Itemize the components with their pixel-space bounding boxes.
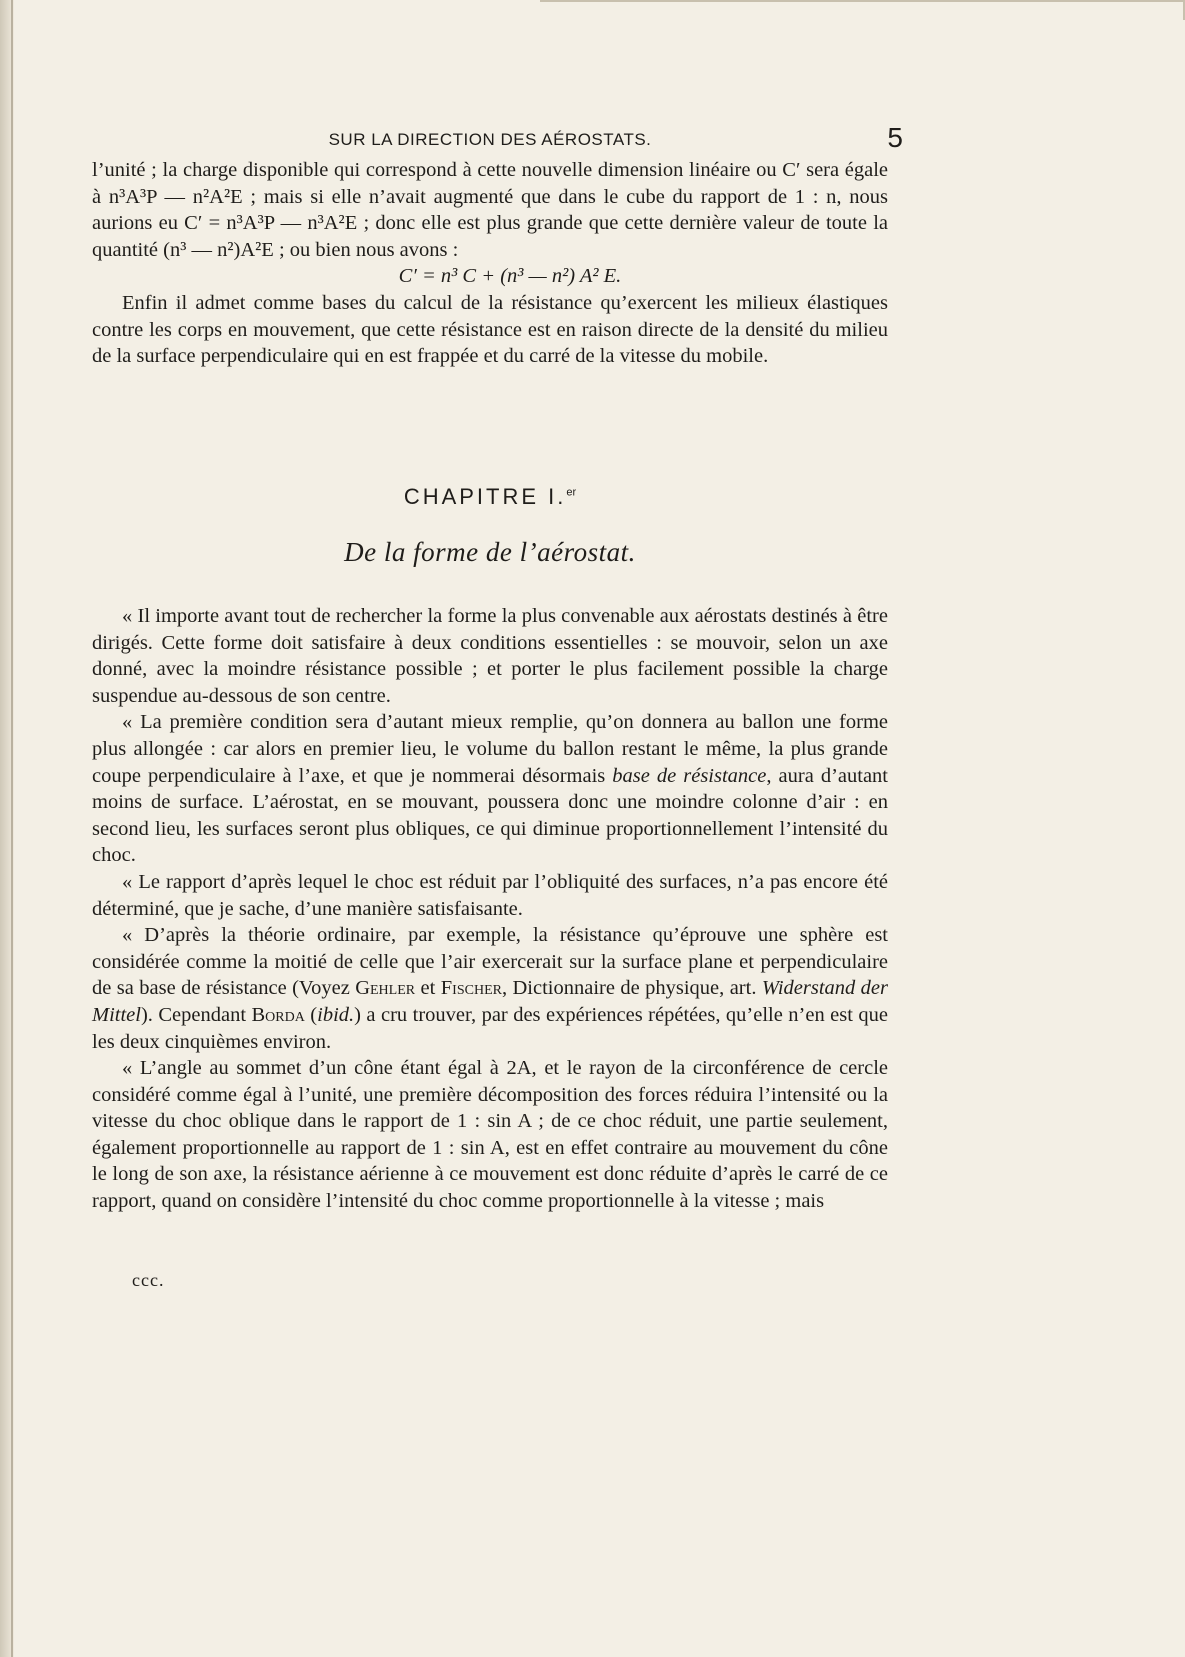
body-paragraph-5: « L’angle au sommet d’un cône étant égal à 2A, et le rayon de la circonférence de cercle considéré comme égal à l’unité, une première décomposition des forces réduira l’intensité ou la vitesse du choc oblique dans le rapport de 1 : sin A ; de ce choc réduit, une partie seulement, également proportionnelle au rapport de 1 : sin A, est en effet contraire au mouvement du cône le long de son axe, la résistance aérienne à ce mouvement est donc réduite d’après le carré de ce rapport, quand on considère l’intensité du choc comme proportionnelle à la vitesse ; mais [92, 1057, 888, 1213]
chapter-body [92, 603, 888, 1215]
chapter-label: CHAPITRE I. [403, 484, 567, 509]
running-title: SUR LA DIRECTION DES AÉROSTATS. [328, 130, 652, 149]
body-p2-text-a: « La première condition sera d’autant mieux remplie, qu’on donnera au ballon une forme plus allongée : car alors en premier lieu, le volume du ballon restant le même, la plus grande coupe perpendiculaire à l’axe, et que je nommerai désormais [92, 711, 888, 787]
author-fischer: Fischer [440, 977, 502, 1000]
body-p4-text-a: « D’après la théorie ordinaire, par exemple, la résistance qu’éprouve une sphère est considérée comme la moitié de celle que l’air exercerait sur la surface plane et perpendiculaire de sa base de résistance (Voyez [92, 924, 888, 1000]
chapter-heading [85, 484, 895, 510]
author-borda: Borda [251, 1003, 305, 1026]
intro-text [92, 157, 888, 370]
body-paragraph-3: « Le rapport d’après lequel le choc est réduit par l’obliquité des surfaces, n’a pas encore été déterminé, que je sache, d’une manière satisfaisante. [92, 870, 888, 920]
chapter-label-superscript: er [566, 486, 577, 499]
body-p4-ibid: ibid. [317, 1003, 355, 1026]
body-p4-text-d: ( [304, 1003, 318, 1026]
body-paragraph-4 [92, 922, 888, 1055]
catchword: ccc. [132, 1270, 165, 1290]
intro-paragraph-1: l’unité ; la charge disponible qui correspond à cette nouvelle dimension linéaire ou C′ sera égale à n³A³P — n²A²E ; mais si elle n’avait augmenté que dans le cube du rapport de 1 : n, nous aurions eu C′ = n³A³P — n³A²E ; donc elle est plus grande que cette dernière valeur de toute la quantité (n³ — n²)A²E ; ou bien nous avons : [92, 159, 888, 261]
body-p4-text-b: , Dictionnaire de physique, art. [501, 977, 762, 1000]
author-gehler: Gehler [355, 977, 416, 1000]
body-p2-emphasis: base de résistance [612, 764, 767, 787]
intro-paragraph-2: Enfin il admet comme bases du calcul de la résistance qu’exercent les milieux élastiques contre les corps en mouvement, que cette résistance est en raison directe de la densité du milieu de la surface perpendiculaire qui en est frappée et du carré de la vitesse du mobile. [92, 291, 888, 368]
page-number: 5 [887, 122, 903, 153]
body-p4-article-title: Widerstand der Mittel [92, 977, 889, 1026]
body-paragraph-2 [92, 709, 888, 869]
body-p4-text-e: ) a cru trouver, par des expériences répétées, qu’elle n’en est que les deux cinquièmes environ. [92, 1003, 888, 1053]
body-p2-text-b: , aura d’autant moins de surface. L’aérostat, en se mouvant, poussera donc une moindre colonne d’air : en second lieu, les surfaces seront plus obliques, ce qui diminue proportionnellement l’intensité du choc. [92, 764, 889, 867]
body-p4-and: et [415, 977, 441, 1000]
intro-formula: C′ = n³ C + (n³ — n²) A² E. [398, 265, 622, 288]
body-paragraph-1: « Il importe avant tout de rechercher la forme la plus convenable aux aérostats destinés à être dirigés. Cette forme doit satisfaire à deux conditions essentielles : se mouvoir, selon un axe donné, avec la moindre résistance possible ; et porter le plus facilement possible la charge suspendue au-dessous de son centre. [92, 605, 888, 707]
body-p4-text-c: ). Cependant [140, 1003, 252, 1026]
running-head [85, 122, 903, 156]
chapter-subtitle: De la forme de l’aérostat. [344, 537, 636, 567]
